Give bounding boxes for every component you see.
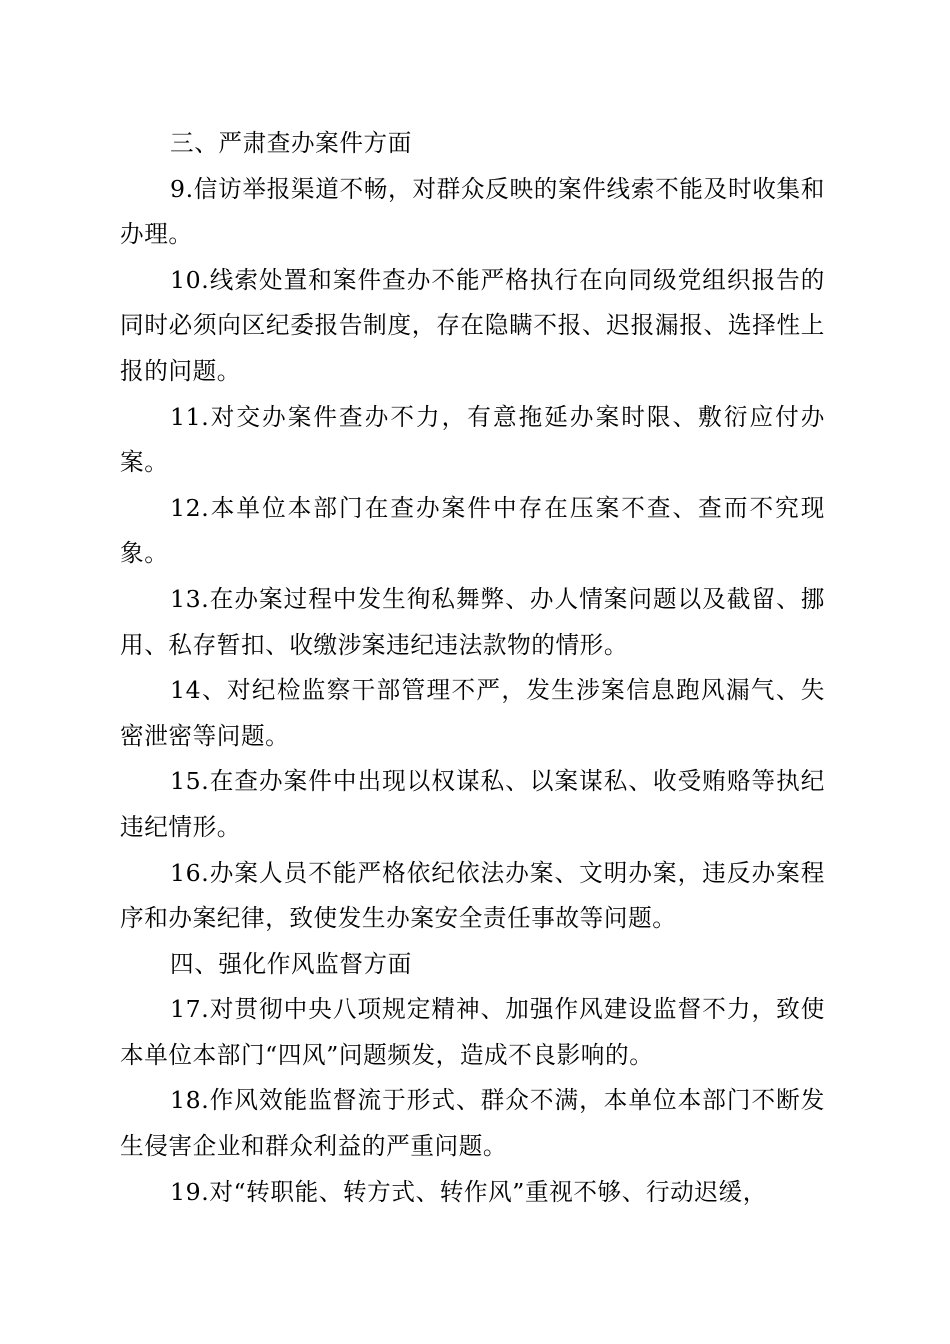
paragraph-item-19: 19.对“转职能、转方式、转作风”重视不够、行动迟缓，: [170, 1177, 767, 1206]
document-body: [120, 121, 825, 1215]
paragraph-item-13: 13.在办案过程中发生徇私舞弊、办人情案问题以及截留、挪用、私存暂扣、收缴涉案违纪违法款物的情形。: [120, 584, 825, 659]
paragraph-item-14: 14、对纪检监察干部管理不严，发生涉案信息跑风漏气、失密泄密等问题。: [120, 676, 825, 750]
paragraph-item-12: 12.本单位本部门在查办案件中存在压案不查、查而不究现象。: [120, 493, 825, 568]
paragraph-item-16: 16.办案人员不能严格依纪依法办案、文明办案，违反办案程序和办案纪律，致使发生办案安全责任事故等问题。: [120, 858, 825, 933]
paragraph-item-11: 11.对交办案件查办不力，有意拖延办案时限、敷衍应付办案。: [120, 402, 825, 477]
paragraph-item-15: 15.在查办案件中出现以权谋私、以案谋私、收受贿赂等执纪违纪情形。: [120, 767, 825, 841]
section-heading-case-handling: 三、严肃查办案件方面: [170, 129, 412, 157]
paragraph-item-10: 10.线索处置和案件查办不能严格执行在向同级党组织报告的同时必须向区纪委报告制度，存在隐瞒不报、迟报漏报、选择性上报的问题。: [120, 265, 825, 385]
paragraph-item-9: 9.信访举报渠道不畅，对群众反映的案件线索不能及时收集和办理。: [120, 174, 825, 249]
section-heading-style-supervision: 四、强化作风监督方面: [170, 949, 412, 978]
paragraph-item-17: 17.对贯彻中央八项规定精神、加强作风建设监督不力，致使本单位本部门“四风”问题频发，造成不良影响的。: [120, 995, 825, 1069]
paragraph-item-18: 18.作风效能监督流于形式、群众不满，本单位本部门不断发生侵害企业和群众利益的严重问题。: [120, 1086, 825, 1161]
